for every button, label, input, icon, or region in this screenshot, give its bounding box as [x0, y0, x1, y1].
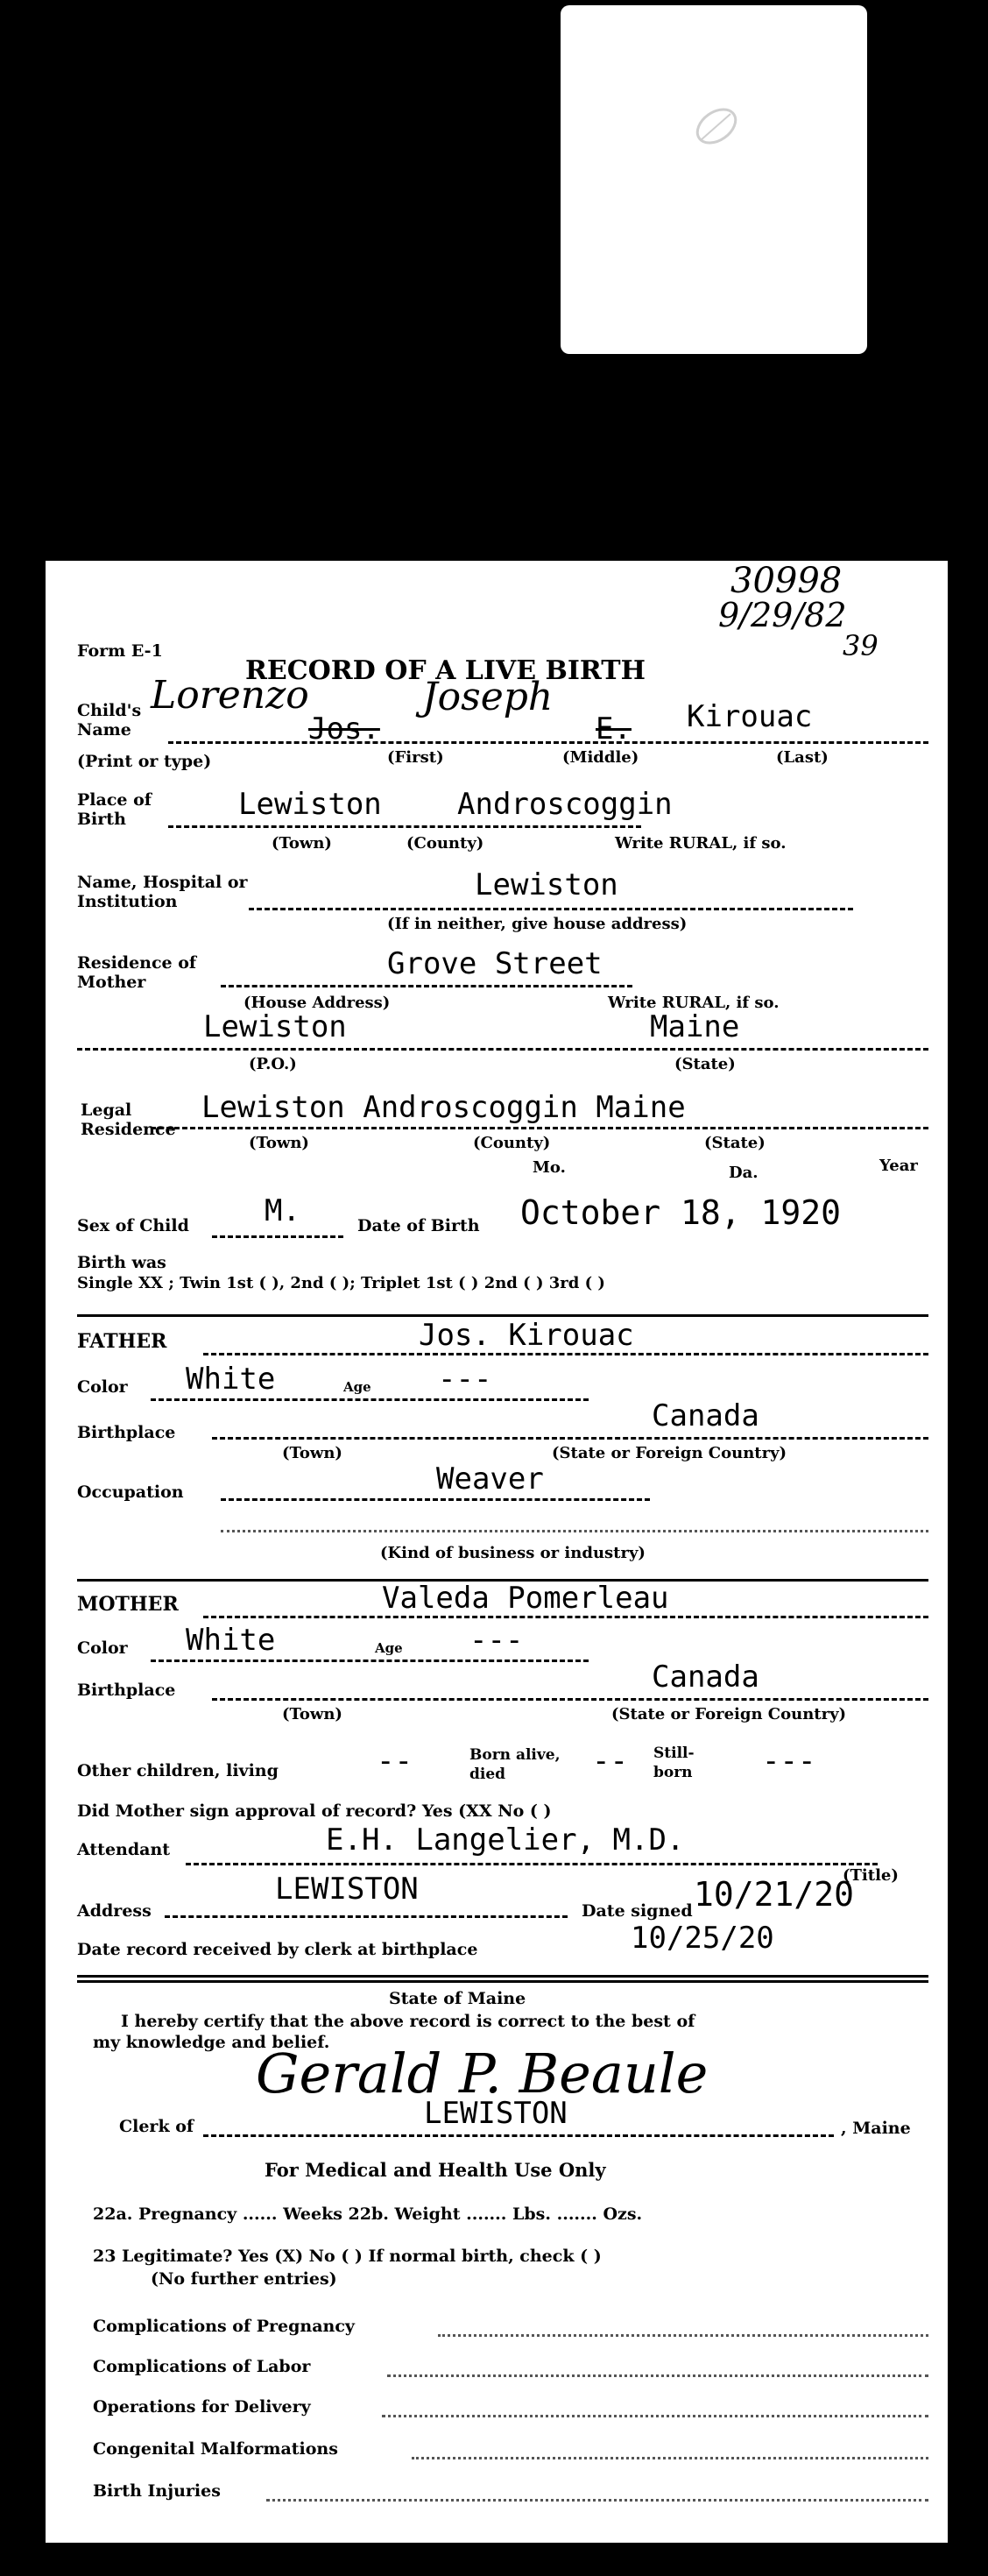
house-address-caption: (House Address) [243, 994, 391, 1012]
mother-approval: Did Mother sign approval of record? Yes (XX No ( ) [77, 1801, 552, 1821]
mother-header: MOTHER [77, 1593, 179, 1616]
occupation-rule [221, 1498, 650, 1501]
operations-delivery-rule [382, 2415, 928, 2417]
no-further-entries: (No further entries) [151, 2269, 337, 2289]
page-title: RECORD OF A LIVE BIRTH [245, 655, 646, 686]
residence-po-rule [77, 1048, 928, 1051]
section-divider-certify-2 [77, 1980, 928, 1983]
born-alive-label: Born alive, died [469, 1746, 561, 1783]
father-birthplace-rule [212, 1437, 928, 1440]
legal-town-caption: (Town) [249, 1134, 309, 1152]
father-age-label: Age [343, 1379, 371, 1395]
state-caption: (State) [674, 1055, 736, 1073]
address-rule [165, 1915, 568, 1918]
address-value: LEWISTON [275, 1872, 419, 1907]
complications-labor-rule [387, 2374, 928, 2377]
child-name-rule [168, 741, 928, 744]
last-caption: (Last) [776, 748, 829, 767]
child-middle-typed: E. [596, 711, 632, 747]
hospital-value: Lewiston [475, 867, 618, 902]
mother-color-label: Color [77, 1638, 128, 1658]
kind-of-business-caption: (Kind of business or industry) [380, 1544, 646, 1562]
child-first-handwritten: Lorenzo [151, 673, 309, 718]
sex-value: M. [265, 1193, 300, 1228]
father-town-caption: (Town) [282, 1444, 342, 1462]
clerk-label: Clerk of [119, 2117, 194, 2136]
father-birthplace-label: Birthplace [77, 1423, 176, 1442]
place-of-birth-label: Place of Birth [77, 790, 152, 829]
residence-address: Grove Street [387, 946, 603, 981]
middle-caption: (Middle) [562, 748, 639, 767]
birth-was-label: Birth was [77, 1253, 166, 1272]
mother-town-caption: (Town) [282, 1705, 342, 1723]
certify-line-1: I hereby certify that the above record is correct to the best of [121, 2012, 695, 2031]
section-divider-father [77, 1314, 928, 1317]
residence-state: Maine [650, 1009, 740, 1044]
complications-pregnancy-rule [438, 2334, 928, 2337]
mother-color: White [186, 1623, 276, 1658]
residence-label: Residence of Mother [77, 953, 197, 992]
legal-residence-rule [151, 1127, 928, 1129]
father-color: White [186, 1362, 276, 1397]
index-tab [561, 5, 867, 354]
residence-address-rule [221, 985, 632, 987]
day-caption: Da. [729, 1164, 759, 1182]
sex-label: Sex of Child [77, 1216, 189, 1235]
mother-state-caption: (State or Foreign Country) [611, 1705, 847, 1723]
birth-plurality: Single XX ; Twin 1st ( ), 2nd ( ); Triplet 1st ( ) 2nd ( ) 3rd ( ) [77, 1274, 605, 1292]
print-or-type-caption: (Print or type) [77, 752, 212, 771]
congenital-malformations-label: Congenital Malformations [93, 2439, 338, 2459]
mother-birthplace: Canada [652, 1660, 759, 1695]
birth-injuries-label: Birth Injuries [93, 2481, 221, 2501]
children-living-value: -- [377, 1744, 413, 1779]
mother-age: --- [469, 1623, 524, 1658]
certify-line-2: my knowledge and belief. [93, 2033, 330, 2052]
legal-state-caption: (State) [704, 1134, 766, 1152]
stillborn-value: --- [762, 1744, 816, 1779]
month-caption: Mo. [533, 1158, 566, 1177]
birth-injuries-rule [266, 2499, 928, 2502]
residence-po: Lewiston [203, 1009, 347, 1044]
birth-town: Lewiston [238, 787, 382, 822]
address-label: Address [77, 1901, 152, 1921]
stillborn-label: Still-born [653, 1744, 695, 1781]
operations-delivery-label: Operations for Delivery [93, 2397, 311, 2417]
residence-rural-note: Write RURAL, if so. [608, 994, 780, 1012]
complications-labor-label: Complications of Labor [93, 2357, 311, 2376]
father-occupation: Weaver [436, 1461, 544, 1497]
stamp-date: 9/29/82 [718, 596, 847, 634]
section-divider-certify [77, 1975, 928, 1978]
title-caption: (Title) [843, 1866, 899, 1885]
mother-name-rule [203, 1616, 928, 1618]
leaf-watermark-icon [690, 100, 743, 152]
stamp-number: 30998 [730, 561, 843, 601]
child-name-label: Child's Name [77, 701, 142, 740]
birth-county-caption: (County) [406, 834, 484, 853]
father-age: --- [438, 1362, 492, 1397]
first-caption: (First) [387, 748, 444, 767]
birth-town-caption: (Town) [272, 834, 332, 853]
birth-county: Androscoggin [457, 787, 673, 822]
occupation-label: Occupation [77, 1483, 184, 1502]
received-date: 10/25/20 [631, 1921, 774, 1956]
form-code: Form E-1 [77, 641, 163, 661]
father-name: Jos. Kirouac [419, 1318, 634, 1353]
child-first-typed: Jos. [308, 711, 380, 747]
child-last-name: Kirouac [687, 699, 813, 734]
sex-rule [212, 1235, 343, 1238]
father-color-rule [151, 1398, 589, 1401]
congenital-malformations-rule [412, 2457, 928, 2459]
clerk-rule [203, 2134, 834, 2137]
mother-color-rule [151, 1660, 589, 1662]
dob-value: October 18, 1920 [520, 1193, 842, 1232]
hospital-note: (If in neither, give house address) [387, 915, 688, 933]
born-alive-value: -- [592, 1744, 628, 1779]
legal-county-caption: (County) [473, 1134, 551, 1152]
mother-age-label: Age [375, 1640, 403, 1656]
year-caption: Year [879, 1157, 918, 1175]
legal-residence-label: Legal Residence [81, 1100, 176, 1139]
mother-birthplace-rule [212, 1698, 928, 1701]
father-color-label: Color [77, 1377, 128, 1397]
clerk-town: LEWISTON [424, 2096, 568, 2131]
dob-label: Date of Birth [357, 1216, 480, 1235]
complications-pregnancy-label: Complications of Pregnancy [93, 2317, 355, 2336]
date-signed-value: 10/21/20 [694, 1875, 855, 1914]
clerk-signature: Gerald P. Beaule [256, 2042, 709, 2105]
clerk-state: , Maine [841, 2119, 911, 2138]
occupation-kind-rule [221, 1530, 928, 1532]
hospital-label: Name, Hospital or Institution [77, 873, 248, 911]
child-middle-handwritten: Joseph [422, 675, 554, 719]
legitimate-line: 23 Legitimate? Yes (X) No ( ) If normal birth, check ( ) [93, 2247, 602, 2266]
father-state-caption: (State or Foreign Country) [552, 1444, 787, 1462]
birth-record-card [46, 561, 948, 2543]
po-caption: (P.O.) [249, 1055, 297, 1073]
birth-place-rule [168, 825, 641, 828]
mother-name: Valeda Pomerleau [382, 1581, 669, 1616]
attendant-label: Attendant [77, 1840, 171, 1859]
pregnancy-weight-line: 22a. Pregnancy ...... Weeks 22b. Weight ....... Lbs. ....... Ozs. [93, 2204, 643, 2224]
birth-rural-note: Write RURAL, if so. [615, 834, 787, 853]
attendant-value: E.H. Langelier, M.D. [326, 1822, 685, 1858]
father-birthplace: Canada [652, 1398, 759, 1433]
medical-header: For Medical and Health Use Only [265, 2159, 606, 2181]
father-name-rule [203, 1353, 928, 1355]
legal-residence-value: Lewiston Androscoggin Maine [201, 1090, 686, 1125]
attendant-rule [186, 1863, 878, 1865]
stamp-mark: 39 [843, 629, 879, 662]
father-header: FATHER [77, 1330, 167, 1353]
received-label: Date record received by clerk at birthplace [77, 1940, 478, 1959]
date-signed-label: Date signed [582, 1901, 693, 1921]
state-of-maine: State of Maine [389, 1989, 526, 2008]
hospital-rule [249, 908, 853, 910]
other-children-label: Other children, living [77, 1761, 279, 1780]
mother-birthplace-label: Birthplace [77, 1681, 176, 1700]
